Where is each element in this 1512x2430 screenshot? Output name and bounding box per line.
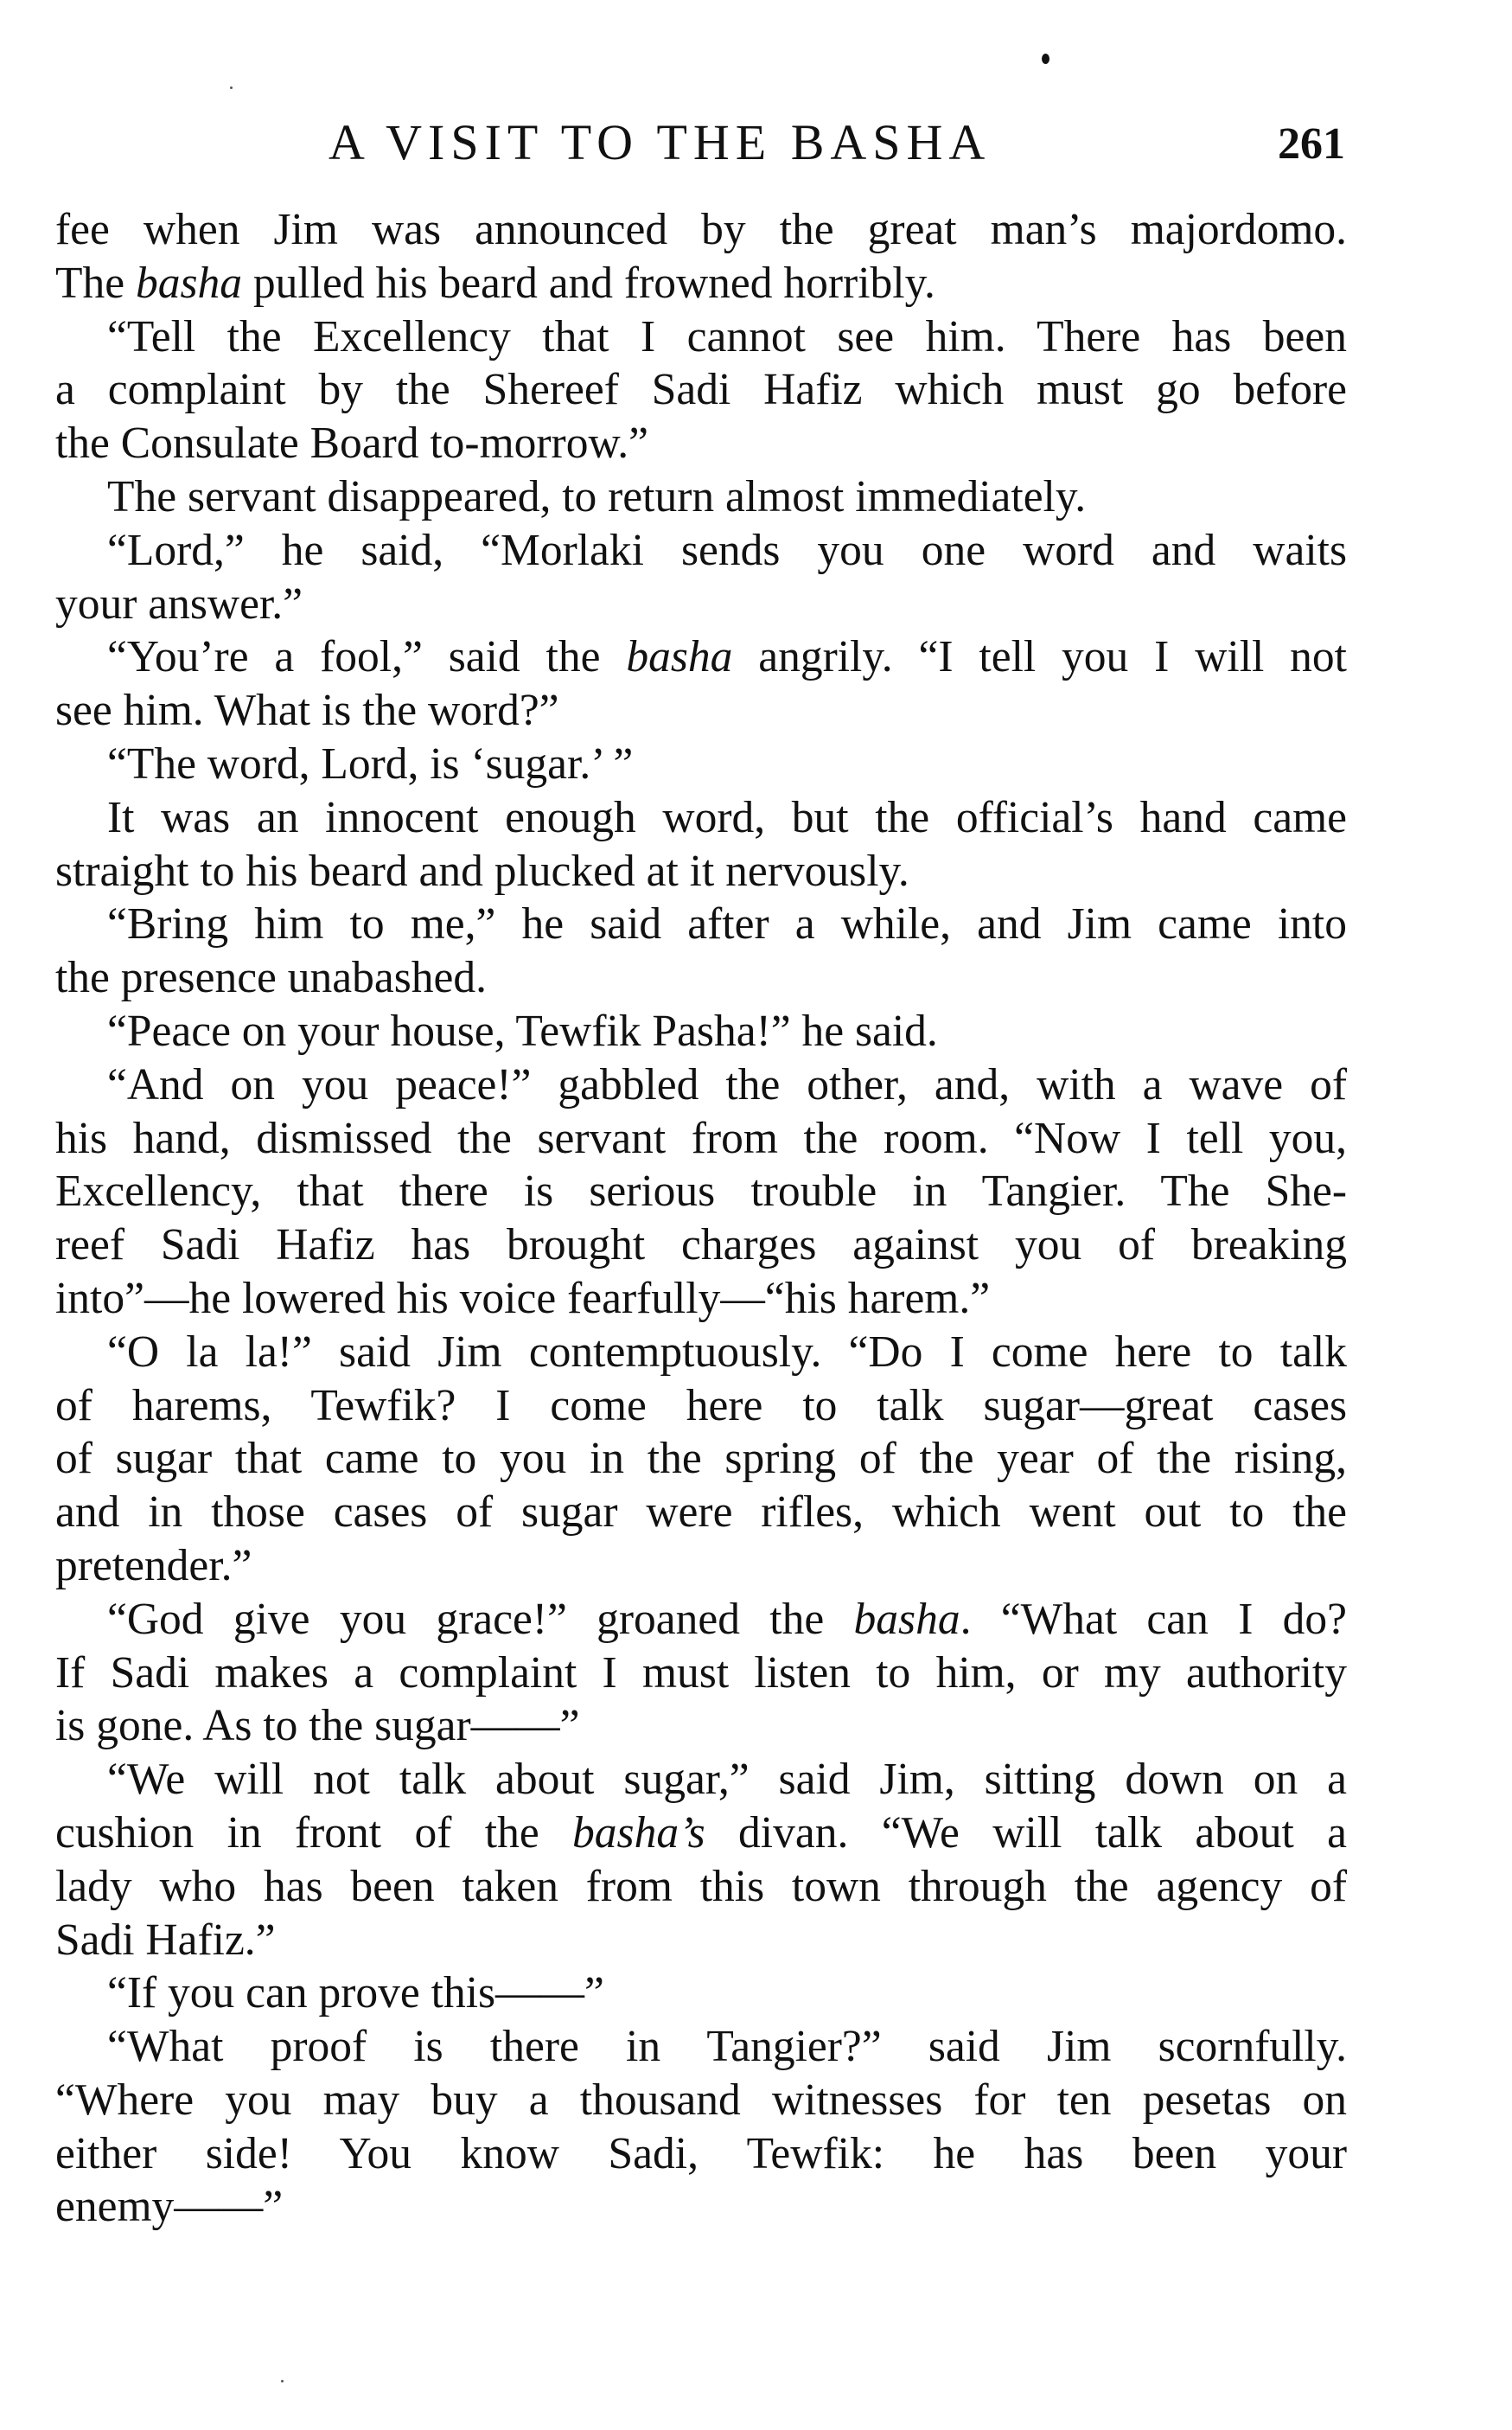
paragraph: [55, 1058, 1347, 1326]
text-line: either side! You know Sadi, Tewfik: he has been your: [55, 2128, 1347, 2178]
body-text: [55, 203, 1347, 2234]
paragraph: [55, 310, 1347, 470]
paragraph: [55, 1326, 1347, 1593]
page-number: 261: [1278, 119, 1345, 169]
text-line: straight to his beard and plucked at it nervously.: [55, 846, 909, 896]
text-line: “If you can prove this——”: [107, 1968, 604, 2018]
text-line: pretender.”: [55, 1540, 252, 1590]
text-line: a complaint by the Shereef Sadi Hafiz which must go before: [55, 365, 1347, 415]
text-line: The basha pulled his beard and frowned horribly.: [55, 258, 935, 308]
paragraph: [55, 470, 1347, 524]
text-line: the presence unabashed.: [55, 953, 488, 1003]
text-line: see him. What is the word?”: [55, 686, 559, 736]
text-line: If Sadi makes a complaint I must listen to him, or my authority: [55, 1647, 1347, 1698]
text-line: into”—he lowered his voice fearfully—“his harem.”: [55, 1273, 991, 1323]
speck-mark: [281, 2380, 284, 2382]
text-line: your answer.”: [55, 579, 303, 629]
text-line: reef Sadi Hafiz has brought charges against you of breaking: [55, 1220, 1347, 1270]
speck-mark: [230, 86, 233, 89]
text-line: “The word, Lord, is ‘sugar.’ ”: [107, 739, 634, 789]
paragraph: [55, 1753, 1347, 1966]
text-line: “You’re a fool,” said the basha angrily. “I tell you I will not: [107, 632, 1347, 682]
text-line: “And on you peace!” gabbled the other, and, with a wave of: [107, 1059, 1347, 1109]
text-line: “O la la!” said Jim contemptuously. “Do I come here to talk: [107, 1327, 1347, 1377]
text-line: “Bring him to me,” he said after a while, and Jim came into: [107, 899, 1347, 950]
text-line: cushion in front of the basha’s divan. “We will talk about a: [55, 1807, 1347, 1858]
text-line: “Peace on your house, Tewfik Pasha!” he said.: [107, 1006, 938, 1056]
paragraph: [55, 898, 1347, 1005]
text-line: It was an innocent enough word, but the official’s hand came: [107, 792, 1347, 842]
paragraph: [55, 791, 1347, 898]
text-line: fee when Jim was announced by the great man’s majordomo.: [55, 205, 1347, 254]
paragraph: [55, 738, 1347, 791]
text-line: “God give you grace!” groaned the basha. “What can I do?: [107, 1594, 1348, 1644]
text-line: Sadi Hafiz.”: [55, 1915, 276, 1965]
text-line: “Tell the Excellency that I cannot see him. There has been: [107, 311, 1347, 361]
running-title: A VISIT TO THE BASHA: [329, 114, 992, 170]
paragraph: [55, 630, 1347, 738]
text-line: lady who has been taken from this town through the agency of: [55, 1861, 1347, 1911]
text-line: Excellency, that there is serious trouble in Tangier. The She-: [55, 1167, 1347, 1217]
text-line: “Where you may buy a thousand witnesses for ten pesetas on: [55, 2075, 1347, 2125]
text-line: the Consulate Board to-morrow.”: [55, 419, 649, 469]
text-line: his hand, dismissed the servant from the room. “Now I tell you,: [55, 1113, 1347, 1163]
paragraph: [55, 1593, 1347, 1753]
text-line: “We will not talk about sugar,” said Jim, sitting down on a: [107, 1755, 1347, 1805]
paragraph: [55, 203, 1347, 310]
text-line: The servant disappeared, to return almost immediately.: [107, 471, 1087, 521]
text-line: “Lord,” he said, “Morlaki sends you one word and waits: [107, 525, 1347, 575]
text-line: of harems, Tewfik? I come here to talk sugar—great cases: [55, 1380, 1347, 1430]
paragraph: [55, 524, 1347, 631]
text-line: “What proof is there in Tangier?” said Jim scornfully.: [107, 2022, 1347, 2072]
text-line: enemy——”: [55, 2182, 284, 2232]
paragraph: [55, 1005, 1347, 1058]
text-line: is gone. As to the sugar——”: [55, 1701, 580, 1751]
paragraph: [55, 2020, 1347, 2234]
paragraph: [55, 1966, 1347, 2020]
printer-mark: [1042, 54, 1049, 64]
text-line: and in those cases of sugar were rifles, which went out to the: [55, 1487, 1347, 1538]
text-line: of sugar that came to you in the spring of the year of the rising,: [55, 1434, 1347, 1484]
